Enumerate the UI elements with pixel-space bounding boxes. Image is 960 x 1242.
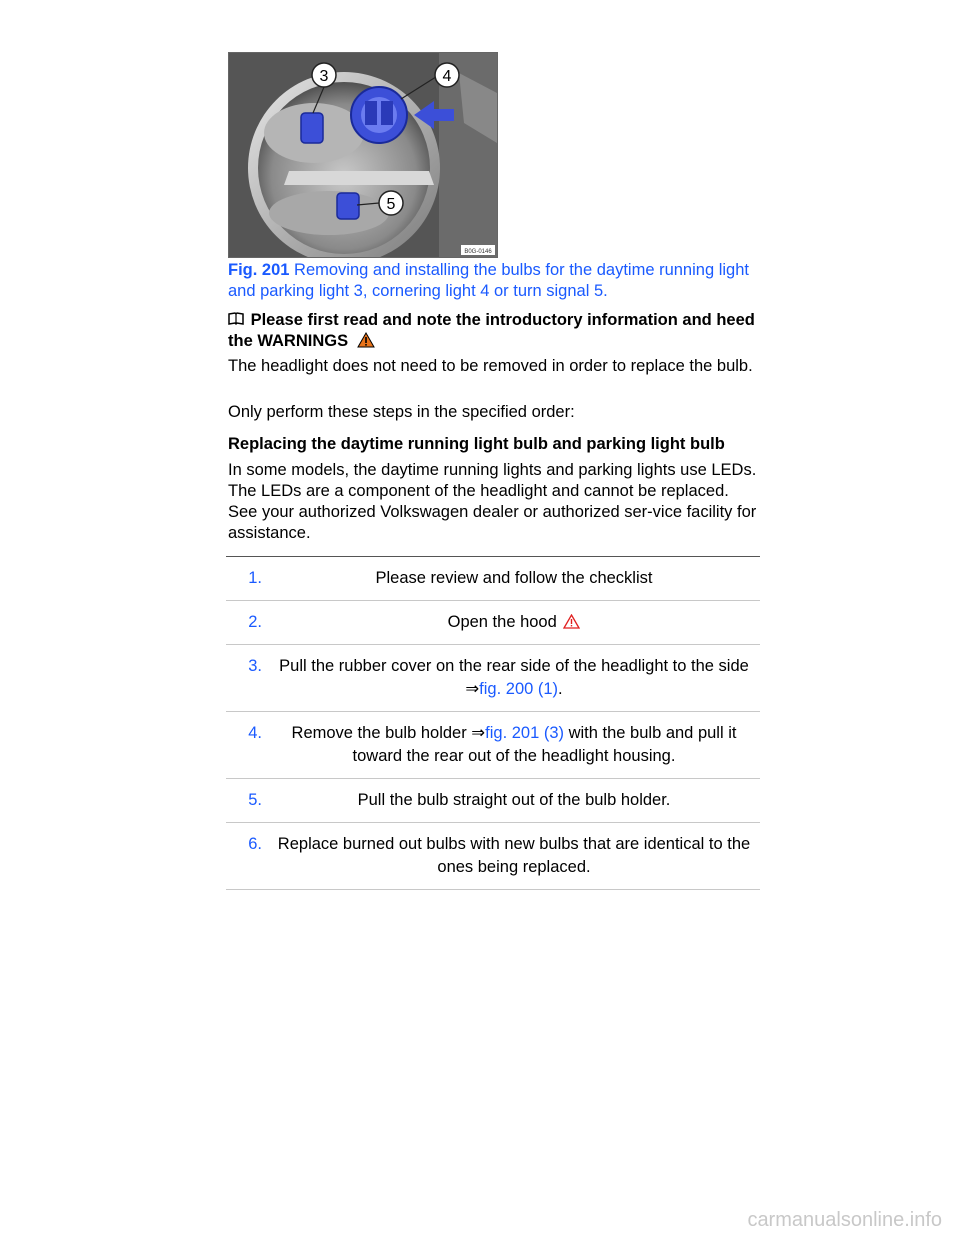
figure-code: B0G-0146 <box>464 249 492 255</box>
step-row <box>226 645 760 712</box>
paragraph-leds: In some models, the daytime running lights and parking lights use LEDs. The LEDs are a component of the headlight and cannot be replaced. See your authorized Volkswagen dealer or authorized ser-vice facility for assistance. <box>228 461 757 542</box>
callout-5 <box>379 191 403 215</box>
step-text: Pull the bulb straight out of the bulb holder. <box>357 791 671 809</box>
svg-text:5: 5 <box>386 196 396 213</box>
callout-4 <box>435 63 459 87</box>
step-text <box>262 655 760 701</box>
step-row <box>226 557 760 601</box>
watermark: carmanualsonline.info <box>747 1209 942 1231</box>
step-text-end: with the bulb and pull it toward the rear out of the headlight housing. <box>352 724 737 765</box>
figure-link[interactable]: fig. 200 (1) <box>479 680 559 698</box>
step-row <box>226 779 760 823</box>
svg-text:3: 3 <box>319 68 329 85</box>
step-number: 2. <box>248 613 262 631</box>
warning-icon[interactable] <box>563 613 580 628</box>
figure-link[interactable]: fig. 201 (3) <box>485 724 565 742</box>
step-row <box>226 601 760 645</box>
book-icon <box>228 311 244 325</box>
step-text: Replace burned out bulbs with new bulbs that are identical to the ones being replaced. <box>277 835 751 876</box>
paragraph-order: Only perform these steps in the specified order: <box>228 403 575 421</box>
step-text-content: Pull the rubber cover on the rear side of the headlight to the side ⇒ <box>279 657 749 698</box>
step-text-end: . <box>558 680 563 698</box>
headlight-figure <box>228 52 498 258</box>
read-notice <box>228 310 758 352</box>
step-text-content: Remove the bulb holder ⇒ <box>291 724 486 742</box>
section-heading: Replacing the daytime running light bulb and parking light bulb <box>228 435 725 453</box>
figure-caption <box>228 260 758 302</box>
headlight-illustration <box>229 53 497 257</box>
step-text: Please review and follow the checklist <box>375 569 653 587</box>
warning-triangle-icon <box>357 332 375 348</box>
step-row <box>226 823 760 890</box>
step-number: 4. <box>248 724 262 742</box>
step-number: 1. <box>248 569 262 587</box>
step-row <box>226 712 760 779</box>
step-number: 5. <box>248 791 262 809</box>
step-text <box>262 722 760 768</box>
steps-table <box>226 556 760 890</box>
step-number: 6. <box>248 835 262 853</box>
callout-3 <box>312 63 336 87</box>
figure-number: Fig. 201 <box>228 261 290 279</box>
notice-text: Please first read and note the introductory information and heed the WARNINGS <box>228 311 755 350</box>
figure-caption-text: Removing and installing the bulbs for the daytime running light and parking light 3, cornering light 4 or turn signal 5. <box>228 261 749 300</box>
step-text-content: Open the hood <box>447 613 557 631</box>
paragraph-headlight: The headlight does not need to be removed in order to replace the bulb. <box>228 357 753 375</box>
svg-text:4: 4 <box>442 68 452 85</box>
step-text <box>262 611 760 634</box>
step-number: 3. <box>248 657 262 675</box>
